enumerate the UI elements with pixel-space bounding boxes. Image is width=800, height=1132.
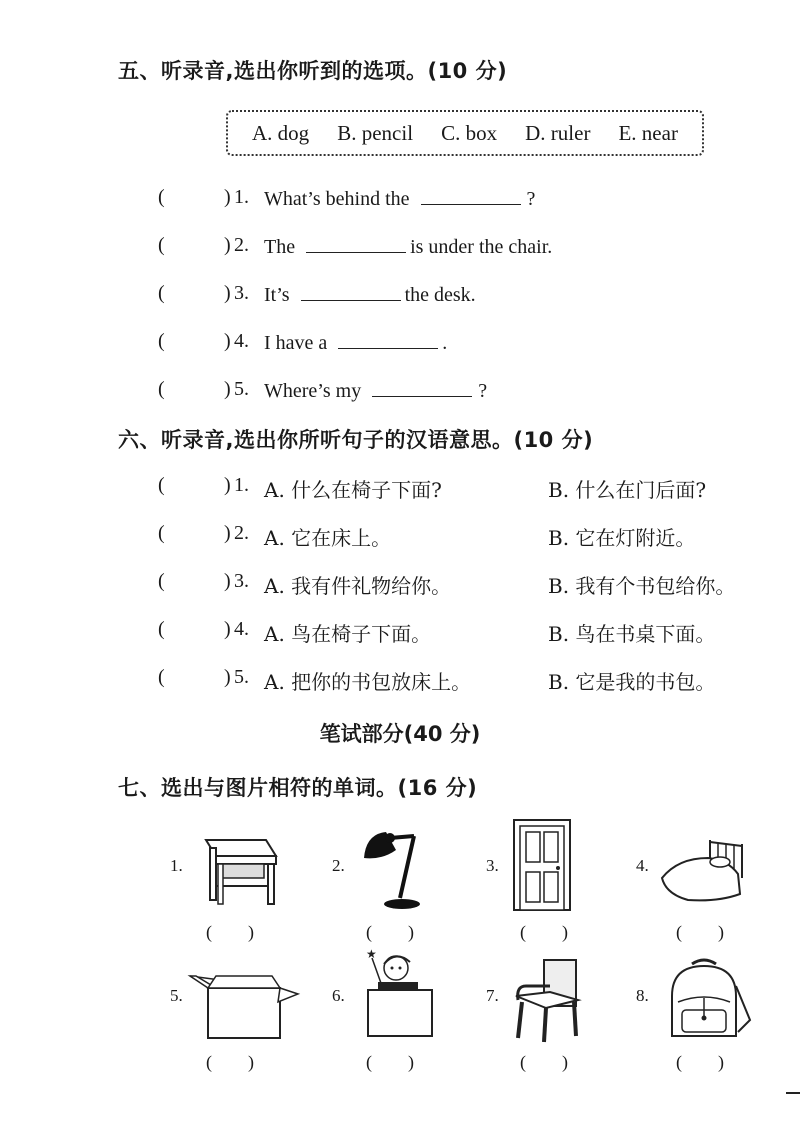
option-d: D. ruler: [525, 120, 591, 145]
answer-paren-close: ): [224, 378, 231, 400]
answer-paren-close: ): [224, 330, 231, 352]
question-number: 5.: [234, 378, 249, 400]
page-edge-mark: [786, 1092, 800, 1094]
chair-icon: [512, 956, 582, 1044]
box-icon: [186, 972, 302, 1044]
section-6-title: 六、听录音,选出你所听句子的汉语意思。(10 分): [118, 428, 594, 452]
picture-number: 3.: [486, 856, 499, 875]
choice-b[interactable]: B. 鸟在书桌下面。: [548, 622, 716, 646]
question-number: 4.: [234, 330, 249, 352]
bed-icon: [658, 834, 746, 906]
section-5-title: 五、听录音,选出你听到的选项。(10 分): [118, 59, 508, 83]
answer-paren-open[interactable]: (: [158, 474, 165, 496]
answer-paren-close: ): [224, 522, 231, 544]
answer-paren-open[interactable]: (: [158, 378, 165, 400]
choice-b[interactable]: B. 什么在门后面?: [548, 478, 707, 502]
choice-a[interactable]: A. 它在床上。: [264, 526, 392, 550]
picture-answer-paren[interactable]: ( ): [676, 1052, 724, 1072]
answer-paren-close: ): [224, 474, 231, 496]
choice-b[interactable]: B. 我有个书包给你。: [548, 574, 736, 598]
picture-number: 5.: [170, 986, 183, 1005]
question-sentence: Where’s my ?: [264, 380, 488, 402]
question-number: 1.: [234, 186, 249, 208]
picture-number: 1.: [170, 856, 183, 875]
svg-text:★: ★: [366, 947, 377, 961]
question-number: 3.: [234, 282, 249, 304]
question-number: 5.: [234, 666, 249, 688]
answer-paren-open[interactable]: (: [158, 618, 165, 640]
answer-paren-close: ): [224, 618, 231, 640]
question-sentence: I have a .: [264, 332, 448, 354]
picture-number: 8.: [636, 986, 649, 1005]
option-b: B. pencil: [337, 120, 414, 145]
picture-number: 4.: [636, 856, 649, 875]
question-number: 1.: [234, 474, 249, 496]
schoolbag-icon: [660, 956, 754, 1042]
picture-number: 2.: [332, 856, 345, 875]
fill-blank[interactable]: [301, 282, 401, 301]
picture-answer-paren[interactable]: ( ): [366, 922, 414, 942]
picture-number: 6.: [332, 986, 345, 1005]
question-sentence: The is under the chair.: [264, 236, 553, 258]
answer-paren-open[interactable]: (: [158, 666, 165, 688]
picture-number: 7.: [486, 986, 499, 1005]
answer-paren-close: ): [224, 570, 231, 592]
option-a: A. dog: [252, 120, 310, 145]
picture-answer-paren[interactable]: ( ): [520, 1052, 568, 1072]
desk-icon: [196, 826, 280, 906]
gift-icon: [362, 946, 436, 1042]
question-sentence: It’s the desk.: [264, 284, 476, 306]
option-c: C. box: [441, 120, 498, 145]
question-number: 3.: [234, 570, 249, 592]
question-number: 4.: [234, 618, 249, 640]
answer-paren-close: ): [224, 186, 231, 208]
answer-paren-open[interactable]: (: [158, 282, 165, 304]
answer-paren-close: ): [224, 666, 231, 688]
fill-blank[interactable]: [306, 234, 406, 253]
choice-a[interactable]: A. 什么在椅子下面?: [264, 478, 442, 502]
picture-answer-paren[interactable]: ( ): [206, 922, 254, 942]
section-7-title: 七、选出与图片相符的单词。(16 分): [118, 776, 478, 800]
answer-paren-open[interactable]: (: [158, 186, 165, 208]
question-sentence: What’s behind the ?: [264, 188, 536, 210]
picture-answer-paren[interactable]: ( ): [520, 922, 568, 942]
choice-b[interactable]: B. 它在灯附近。: [548, 526, 696, 550]
answer-paren-close: ): [224, 234, 231, 256]
answer-paren-open[interactable]: (: [158, 330, 165, 352]
fill-blank[interactable]: [372, 378, 472, 397]
written-part-title: 笔试部分(40 分): [319, 722, 481, 746]
question-number: 2.: [234, 522, 249, 544]
picture-answer-paren[interactable]: ( ): [206, 1052, 254, 1072]
picture-answer-paren[interactable]: ( ): [676, 922, 724, 942]
answer-paren-open[interactable]: (: [158, 234, 165, 256]
choice-b[interactable]: B. 它是我的书包。: [548, 670, 716, 694]
answer-paren-open[interactable]: (: [158, 570, 165, 592]
choice-a[interactable]: A. 把你的书包放床上。: [264, 670, 472, 694]
answer-paren-close: ): [224, 282, 231, 304]
door-icon: [512, 818, 572, 912]
picture-answer-paren[interactable]: ( ): [366, 1052, 414, 1072]
lamp-icon: [356, 824, 436, 912]
fill-blank[interactable]: [338, 330, 438, 349]
fill-blank[interactable]: [421, 186, 521, 205]
choice-a[interactable]: A. 鸟在椅子下面。: [264, 622, 432, 646]
question-number: 2.: [234, 234, 249, 256]
option-e: E. near: [618, 120, 678, 145]
word-options-box: [226, 110, 704, 156]
choice-a[interactable]: A. 我有件礼物给你。: [264, 574, 452, 598]
answer-paren-open[interactable]: (: [158, 522, 165, 544]
